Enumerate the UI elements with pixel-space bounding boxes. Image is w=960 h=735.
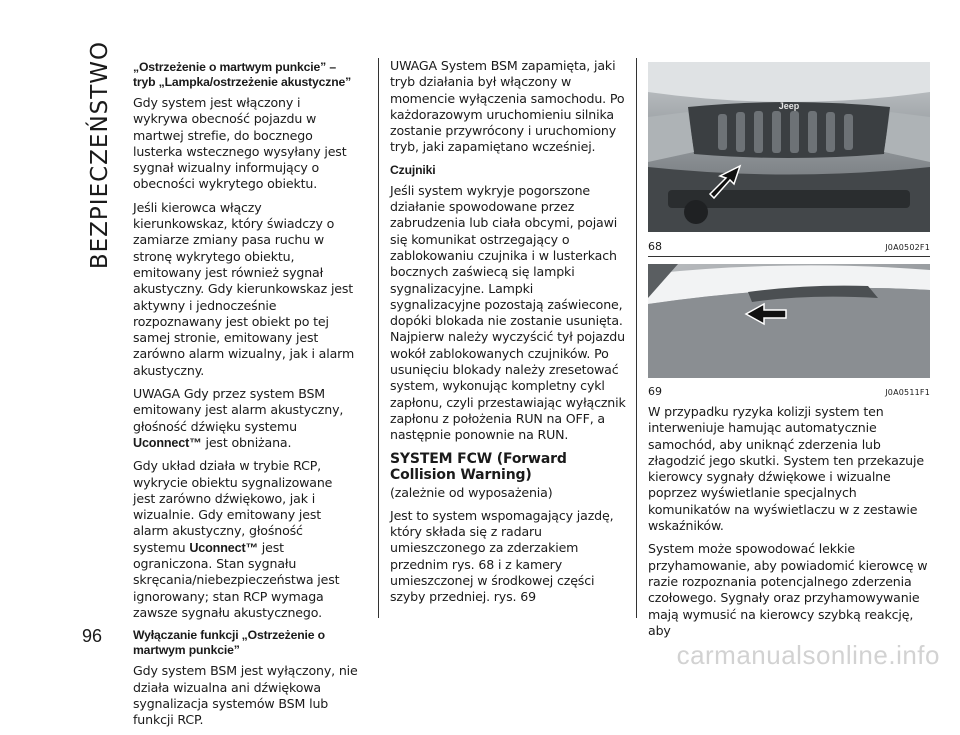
figure-68-front-bumper: [648, 62, 930, 232]
figure-69-windshield: [648, 264, 930, 378]
column-divider: [378, 58, 379, 618]
subheading-disable-bsm: Wyłączanie funkcji „Ostrzeżenie o martwym punkcie”: [133, 628, 325, 658]
paragraph-note: (zależnie od wyposażenia): [390, 484, 553, 500]
windshield-image: [648, 264, 930, 378]
heading-fcw: SYSTEM FCW (Forward Collision Warning): [390, 450, 567, 483]
paragraph: System może spowodować lekkie przyhamowanie, aby powiadomić kierowcę w razie rozpoznania potencjalnego zderzenia czołowego. Sygnały oraz przyhamowywanie mają wymusić na kierowcy szybką reakcję, aby: [648, 541, 928, 638]
figure-divider: [648, 256, 930, 257]
brand-name: Uconnect™: [133, 435, 202, 450]
watermark: carmanualsonline.info: [676, 640, 940, 670]
paragraph: Gdy system jest włączony i wykrywa obecność pojazdu w martwej strefie, do bocznego lusterka wstecznego wysyłany jest sygnał wizualny informujący o obecności wykrytego obiektu.: [133, 95, 347, 192]
jeep-logo: Jeep: [778, 101, 800, 111]
brand-name: Uconnect™: [189, 540, 258, 555]
column-divider: [636, 58, 637, 618]
page-number: 96: [82, 626, 103, 646]
column-2: [390, 58, 626, 613]
figure-number: 69: [648, 385, 662, 398]
paragraph: Jeśli kierowca włączy kierunkowskaz, który świadczy o zamiarze zmiany pasa ruchu w stronę wykrytego obiektu, emitowany jest również sygnał akustyczny. Gdy kierunkowskaz jest aktywny i jednocześnie rozpoznawany jest obiekt po tej samej stronie, emitowany jest zarówno alarm wizualny, jak i alarm akustyczny.: [133, 199, 355, 378]
paragraph: Gdy system BSM jest wyłączony, nie działa wizualna ani dźwiękowa sygnalizacja systemów BSM lub funkcji RCP.: [133, 663, 358, 728]
column-1: [133, 58, 358, 735]
figure-number: 68: [648, 240, 662, 253]
paragraph: UWAGA Gdy przez system BSM emitowany jest alarm akustyczny, głośność dźwięku systemu Uconnect™ jest obniżana.: [133, 386, 344, 450]
figure-69-caption: [648, 385, 930, 398]
section-title-text: BEZPIECZEŃSTWO: [87, 40, 113, 270]
subheading-bsm-lamp-mode: „Ostrzeżenie o martwym punkcie” – tryb „Lampka/ostrzeżenie akustyczne”: [133, 60, 352, 89]
figure-68-caption: [648, 240, 930, 253]
front-car-image: [648, 62, 930, 232]
paragraph: UWAGA System BSM zapamięta, jaki tryb działania był włączony w momencie wyłączenia samochodu. Po każdorazowym uruchomieniu silnika zostanie przywrócony i uruchomiony tryb, jaki zapamiętano wcześniej.: [390, 58, 625, 155]
figure-code: J0A0502F1: [885, 243, 930, 252]
paragraph: W przypadku ryzyka kolizji system ten interweniuje hamując automatycznie samochód, aby uniknąć zderzenia lub złagodzić jego skutki. System ten przekazuje kierowcy sygnały dźwiękowe i wizualne poprzez wyświetlanie specjalnych komunikatów na wyświetlaczu w z zestawie wskaźników.: [648, 404, 924, 534]
section-title: [80, 40, 120, 270]
paragraph: Jeśli system wykryje pogorszone działanie spowodowane przez zabrudzenia lub ciała obcymi, pojawi się komunikat ostrzegający o zablokowaniu czujnika i w lusterkach bocznych zaświecą się lampki sygnalizacyjne. Lampki sygnalizacyjne pozostają zaświecone, dopóki blokada nie zostanie usunięta. Najpierw należy wyczyścić tył pojazdu wokół zablokowanych czujników. Po usunięciu blokady należy zresetować system, wykonując kompletny cykl zapłonu, czyli przestawiając wyłącznik zapłonu z położenia RUN na OFF, a następnie ponownie na RUN.: [390, 182, 626, 443]
paragraph: Gdy układ działa w trybie RCP, wykrycie obiektu sygnalizowane jest zarówno dźwiękowo, jak i wizualnie. Gdy emitowany jest alarm akustyczny, głośność systemu Uconnect™ jest ograniczona. Stan sygnału skręcania/niebezpieczeństwa jest ignorowany; stan RCP wymaga zawsze sygnału akustycznego.: [133, 458, 340, 620]
subheading-sensors: Czujniki: [390, 162, 436, 177]
paragraph: Jest to system wspomagający jazdę, który składa się z radaru umieszczonego za zderzakiem przednim rys. 68 i z kamery umieszczonej w środkowej części szyby przedniej. rys. 69: [390, 507, 614, 605]
column-3-text: [648, 404, 933, 646]
figure-code: J0A0511F1: [885, 388, 930, 397]
